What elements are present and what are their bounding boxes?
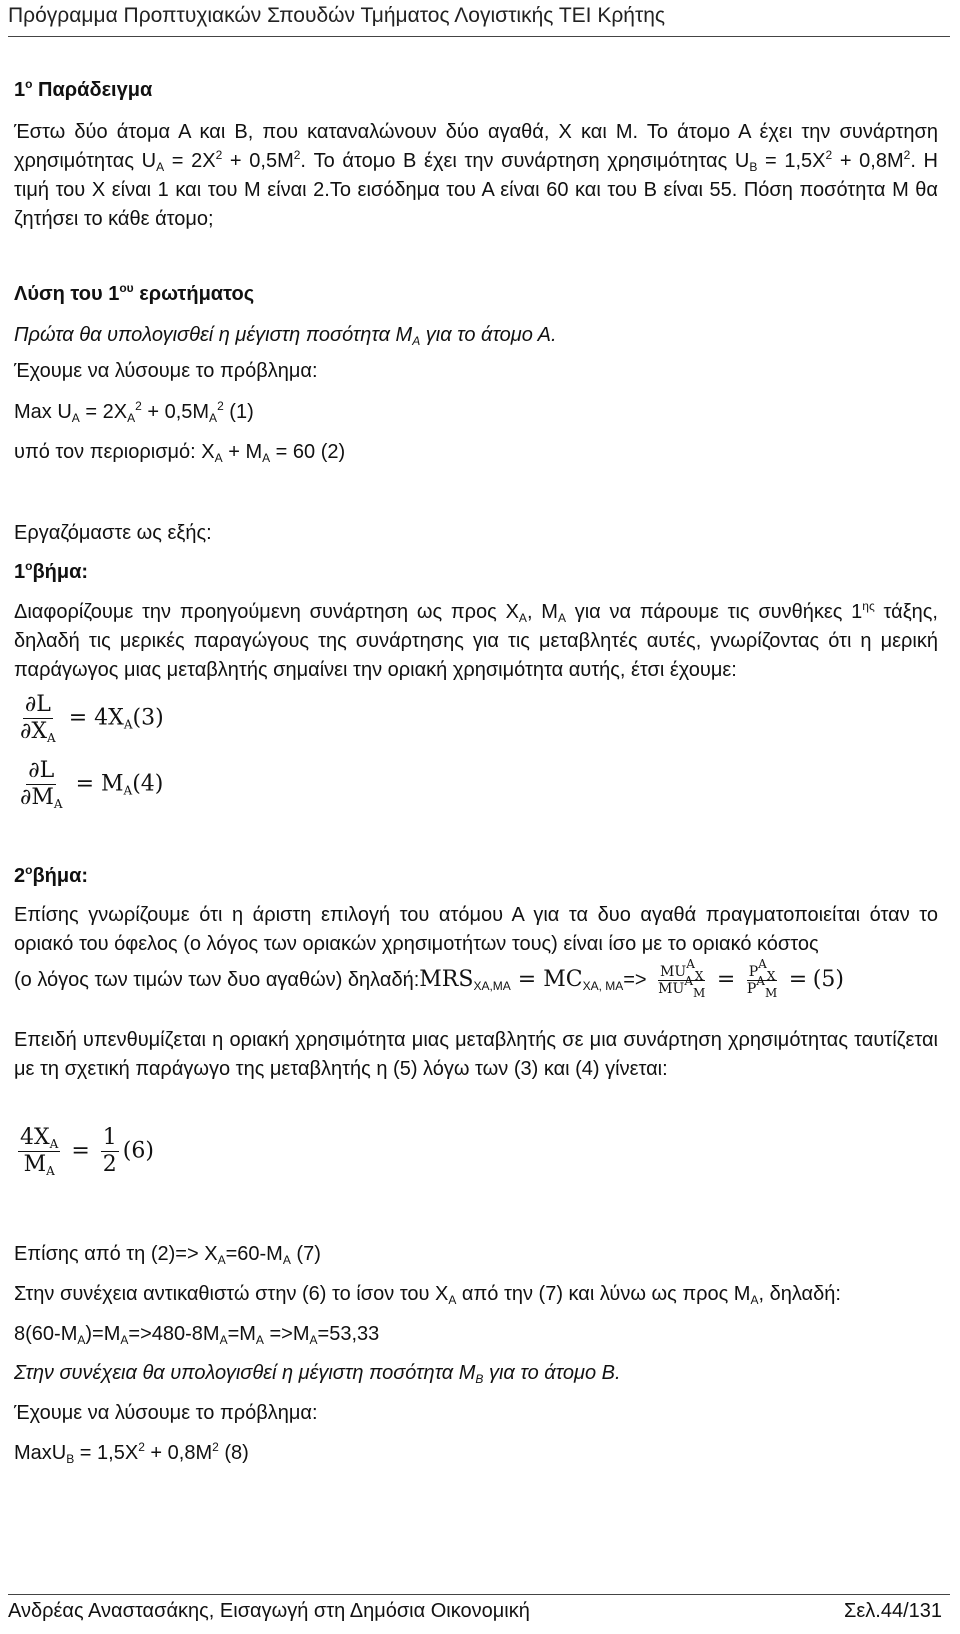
since-text: Επειδή υπενθυμίζεται η οριακή χρησιμότητα μιας μεταβλητής σε μια συνάρτηση χρησιμότητας ταυτίζεται με τη σχετική παράγωγο της μεταβλητής η (5) λόγω των (3) και (4) γίνεται:: [14, 1029, 938, 1080]
mu-ratio: $\frac{MU^A_X}{MU^A_M}$: [658, 957, 706, 1001]
problem-line: Έχουμε να λύσουμε το πρόβλημα:: [14, 360, 318, 382]
example-heading: $1^o$ Παράδειγμα: [14, 77, 153, 101]
next-compute-line: Στην συνέχεια θα υπολογισθεί η μέγιστη ποσότητα $M_B$ για το άτομο Β.: [14, 1362, 621, 1386]
solution-title: Λύση του $1^{o\upsilon}$ ερωτήματος: [14, 281, 255, 305]
page-footer: [8, 1600, 942, 1623]
eq4-fraction: $\frac{\partial L}{\partial M_A}$: [20, 758, 63, 811]
step1-text: Διαφορίζουμε την προηγούμενη συνάρτηση ως προς $X_A$, $M_A$ για να πάρουμε τις συνθήκες $1^{\eta\varsigma}$ τάξης, δηλαδή τις μερικές παραγώγους της συνάρτησης για τις μεταβλητές αυτές, γνωρίζοντας ότι η μερική παράγωγος μιας μεταβλητής σημαίνει την οριακή χρησιμότητα αυτής, έτσι έχουμε:: [14, 599, 938, 681]
eq3-fraction: $\frac{\partial L}{\partial X_A}$: [20, 692, 56, 745]
price-ratio: $\frac{P^A_X}{P^A_M}$: [746, 957, 778, 1001]
step2-heading: $2^o\beta ή\mu\alpha$:: [14, 863, 89, 887]
example-intro: Έστω δύο άτομα Α και Β, που καταναλώνουν δύο αγαθά, Χ και Μ. Το άτομο Α έχει την συνάρτηση χρησιμότητας $U_A = 2X^2 + 0,5M^2$. Το άτομο Β έχει την συνάρτηση χρησιμότητας $U_B = 1,5X^2 + 0,8M^2$. Η τιμή του Χ είναι 1 και του Μ είναι 2.Το εισόδημα του Α είναι 60 και του Β είναι 55. Πόση ποσότητα Μ θα ζητήσει το κάθε άτομο;: [14, 121, 938, 230]
also-line: Επίσης από τη $(2)=> X_A=60-M_A$ (7): [14, 1243, 321, 1267]
substitute-line: Στην συνέχεια αντικαθιστώ στην (6) το ίσον του $X_A$ από την (7) και λύνω ως προς $M_A$, δηλαδή:: [14, 1283, 841, 1307]
work-line: Εργαζόμαστε ως εξής:: [14, 522, 212, 544]
eq6-right-fraction: $\frac{1}{2}$: [102, 1125, 117, 1177]
footer-author: Ανδρέας Αναστασάκης, Εισαγωγή στη Δημόσια Οικονομική: [8, 1600, 530, 1622]
eq6-left-fraction: $\frac{4X_A}{M_A}$: [20, 1125, 59, 1178]
first-compute-line: Πρώτα θα υπολογισθεί η μέγιστη ποσότητα $M_A$ για το άτομο Α.: [14, 324, 557, 348]
footer-rule: [8, 1594, 950, 1595]
calc-line: $8(60-M_A)=M_A=>480-8M_A=M_A =>M_A=53,33$: [14, 1323, 380, 1347]
problem-line-2: Έχουμε να λύσουμε το πρόβλημα:: [14, 1402, 318, 1424]
equation-4: $\frac{\partial L}{\partial M_A}$ = $M_A(4)$: [20, 758, 164, 811]
max-ua-equation: Max $U_A = 2X_A^2 + 0,5M_A^2$ (1): [14, 399, 254, 425]
equation-3: $\frac{\partial L}{\partial X_A}$ = $4X_A(3)$: [20, 692, 164, 745]
running-header: Πρόγραμμα Προπτυχιακών Σπουδών Τμήματος Λογιστικής ΤΕΙ Κρήτης: [8, 4, 666, 27]
header-rule: [8, 36, 950, 37]
step2-text: Επίσης γνωρίζουμε ότι η άριστη επιλογή του ατόμου Α για τα δυο αγαθά πραγματοποιείται όταν το οριακό του όφελος (ο λόγος των οριακών χρησιμοτήτων τους) είναι ίσο με το οριακό κόστος: [14, 904, 938, 955]
step2-mrs-line: (ο λόγος των τιμών των δυο αγαθών) $\delta\eta\lambda\alpha\delta ή:MRS_{XA,MA} = MC_{XA, MA}=>$ $\frac{MU^A_X}{MU^A_M}$ = $\frac{P^A_X}{P^A_M}$ = (5): [14, 957, 844, 1001]
equation-6: $\frac{4X_A}{M_A}$ = $\frac{1}{2}$ (6): [20, 1125, 154, 1178]
step1-heading: $1^o\beta ή\mu\alpha$:: [14, 559, 89, 583]
max-ub-equation: MaxU$_B$ = $1,5X^2 + 0,8M^2$ (8): [14, 1440, 249, 1466]
page-number: Σελ.44/131: [843, 1600, 942, 1622]
constraint-line: υπό τον περιορισμό: $X_A + M_A = 60$ (2): [14, 441, 346, 465]
